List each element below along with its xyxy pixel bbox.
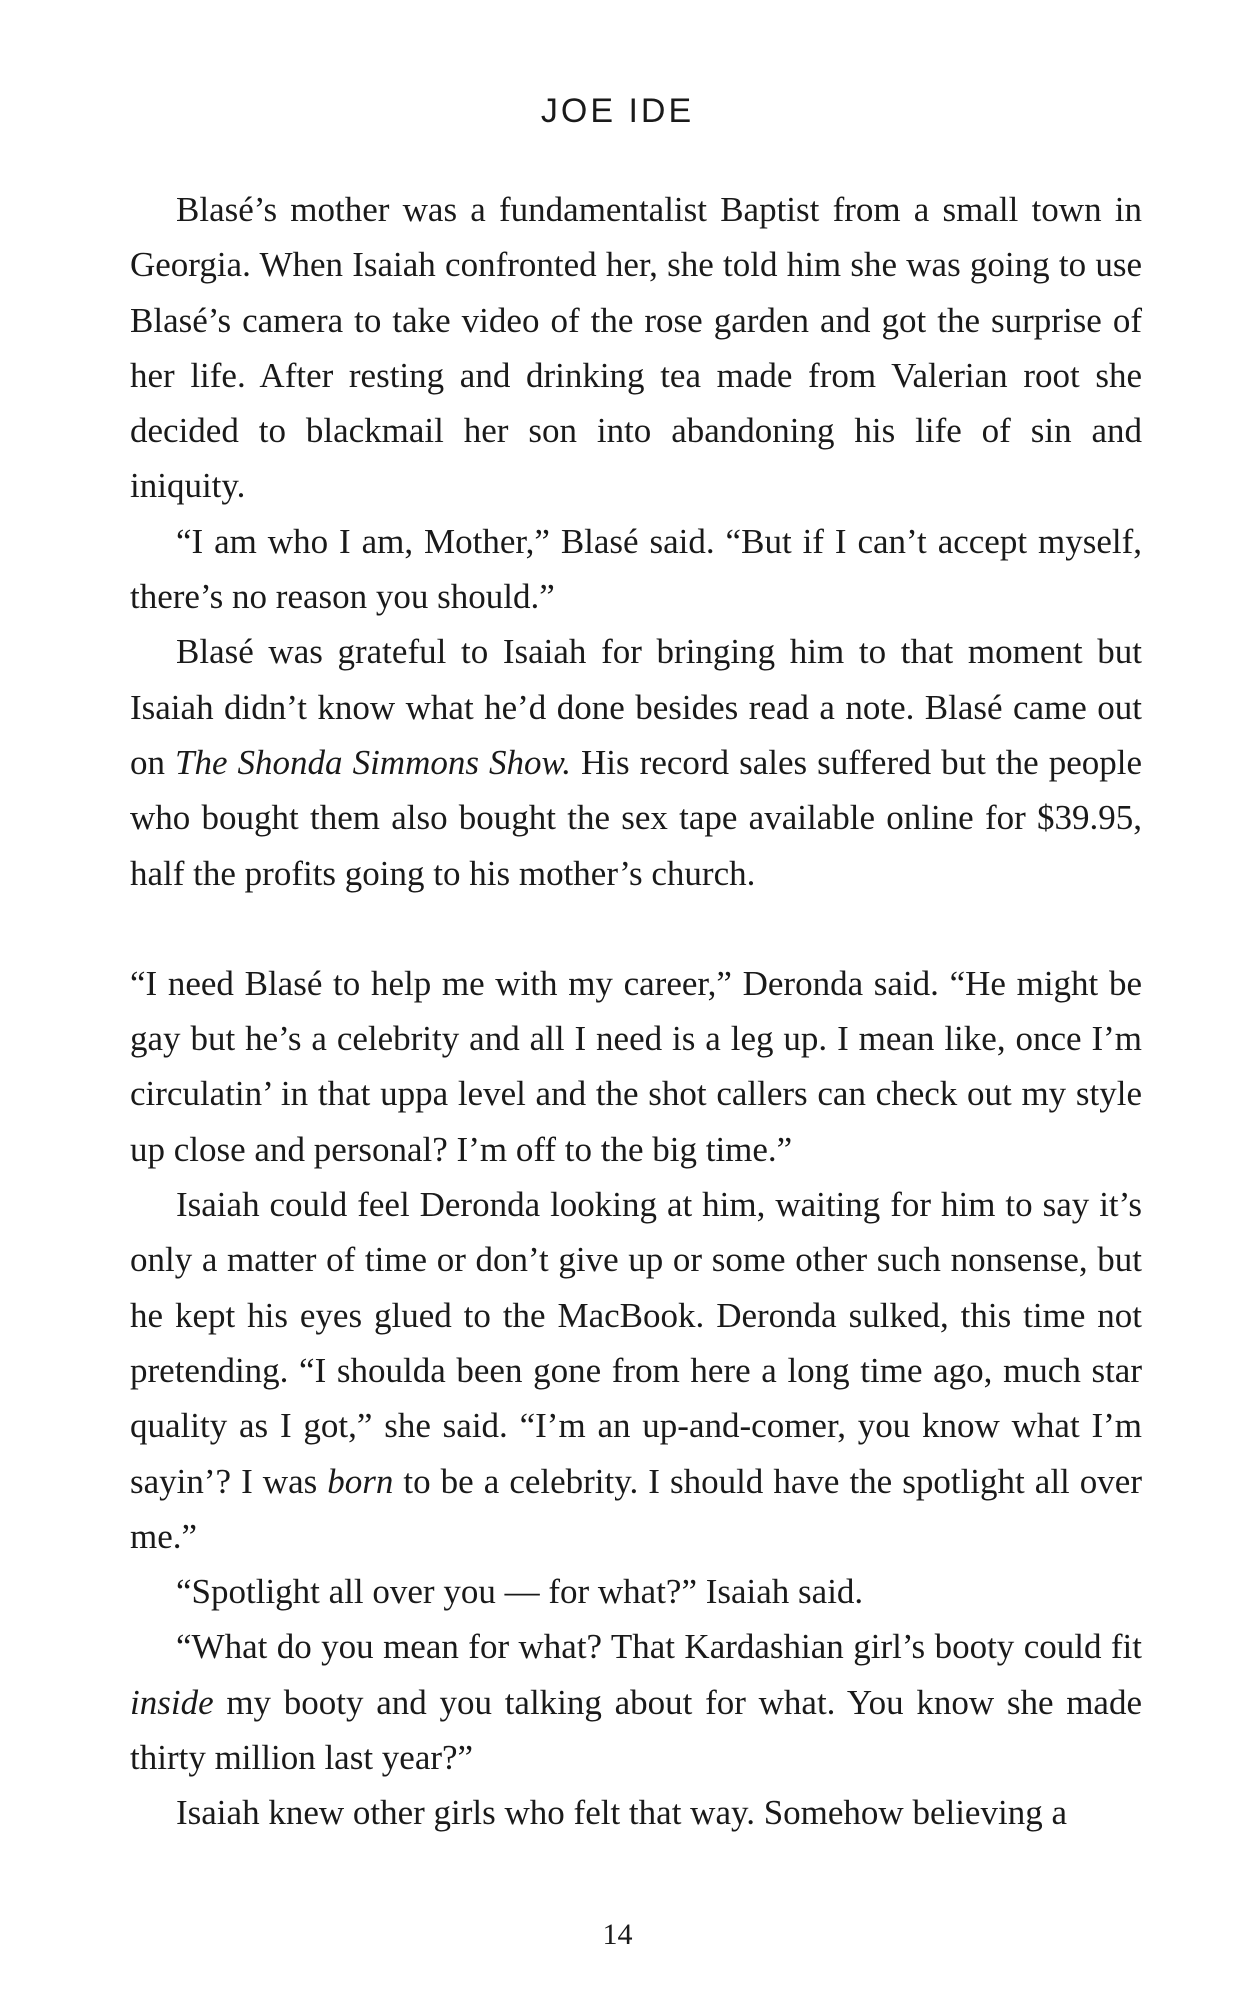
page-number: 14 <box>602 1918 633 1951</box>
text-run: Blasé’s mother was a fundamentalist Baptist from a small town in Georgia. When Isaiah confronted her, she told him she was going to use Blasé’s camera to take video of the rose garden and got the surprise of her life. After resting and drinking tea made from Valerian root she decided to blackmail her son into abandoning his life of sin and iniquity. <box>130 190 1142 506</box>
section-break <box>130 901 1142 956</box>
paragraph <box>130 1564 1142 1619</box>
text-run: to be a celebrity. I should have the spotlight all over me.” <box>130 1461 1142 1556</box>
body-text <box>130 182 1142 1841</box>
paragraph <box>130 624 1142 900</box>
italic-text: inside <box>130 1682 214 1722</box>
paragraph <box>130 1177 1142 1564</box>
paragraph <box>130 1785 1142 1840</box>
italic-text: The Shonda Simmons Show. <box>175 742 571 782</box>
text-run: “I am who I am, Mother,” Blasé said. “But if I can’t accept myself, there’s no reason you should.” <box>130 521 1142 617</box>
text-run: Blasé was grateful to Isaiah for bringing him to that moment but Isaiah didn’t know what he’d done besides read a note. Blasé came out on <box>130 632 1142 782</box>
text-run: Isaiah could feel Deronda looking at him, waiting for him to say it’s only a matter of time or don’t give up or some other such nonsense, but he kept his eyes glued to the MacBook. Deronda sulked, this time not pretending. “I shoulda been gone from here a long time ago, much star quality as I got,” she said. “I’m an up-and-comer, you know what I’m sayin’? I was <box>130 1185 1142 1501</box>
text-run: His record sales suffered but the people who bought them also bought the sex tape available online for $39.95, half the profits going to his mother’s church. <box>130 742 1142 893</box>
italic-text: born <box>327 1461 394 1501</box>
running-head: JOE IDE <box>540 92 695 130</box>
text-run: “What do you mean for what? That Kardashian girl’s booty could fit <box>176 1627 1142 1667</box>
text-run: “Spotlight all over you — for what?” Isaiah said. <box>176 1572 864 1612</box>
text-run: “I need Blasé to help me with my career,” Deronda said. “He might be gay but he’s a celebrity and all I need is a leg up. I mean like, once I’m circulatin’ in that uppa level and the shot callers can check out my style up close and personal? I’m off to the big time.” <box>130 963 1142 1169</box>
text-run: Isaiah knew other girls who felt that way. Somehow believing a <box>176 1793 1067 1833</box>
paragraph <box>130 956 1142 1177</box>
paragraph <box>130 514 1142 625</box>
paragraph <box>130 1619 1142 1785</box>
paragraph <box>130 182 1142 514</box>
text-run: my booty and you talking about for what. You know she made thirty million last year?” <box>130 1682 1142 1778</box>
